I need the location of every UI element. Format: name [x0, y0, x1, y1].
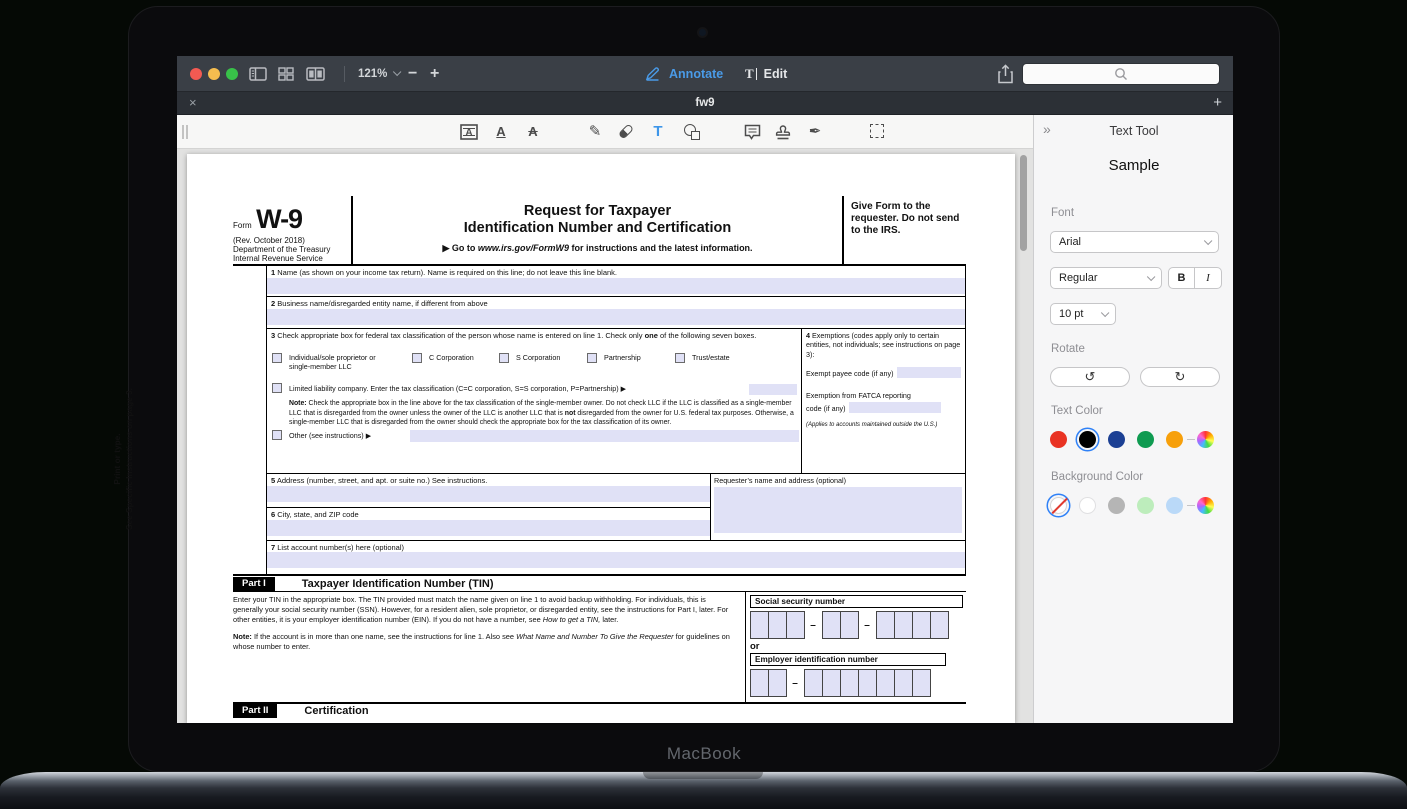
- toolbar-drag-handle[interactable]: [182, 125, 188, 139]
- maximize-window-button[interactable]: [226, 68, 238, 80]
- form-title: Request for Taxpayer Identification Number and Certification: [463, 203, 732, 236]
- business-name-input[interactable]: [267, 309, 965, 325]
- toolbar-divider: [344, 66, 345, 82]
- rotate-ccw-button[interactable]: [1050, 367, 1130, 387]
- text-tool-icon[interactable]: T: [653, 123, 663, 140]
- bg-swatch-light-green[interactable]: [1137, 497, 1154, 514]
- rotate-ccw-icon: ↺: [1084, 369, 1096, 384]
- comment-tool-icon[interactable]: [741, 115, 763, 149]
- font-style-select[interactable]: Regular: [1050, 267, 1162, 289]
- form-line-1: 1 Name (as shown on your income tax return). Name is required on this line; do not leave this line blank.: [267, 266, 965, 297]
- form-number: W-9: [256, 204, 303, 234]
- zoom-in-button[interactable]: +: [430, 65, 440, 82]
- rotate-cw-button[interactable]: [1140, 367, 1220, 387]
- strikethrough-tool-icon[interactable]: A: [528, 124, 538, 139]
- other-input[interactable]: [410, 430, 799, 442]
- requester-input[interactable]: [714, 487, 962, 533]
- chevron-down-icon: [393, 68, 401, 76]
- ssn-cell[interactable]: [750, 611, 769, 639]
- text-styles-icon[interactable]: [458, 115, 480, 149]
- name-input[interactable]: [267, 278, 965, 294]
- swatch-separator: [1187, 505, 1195, 507]
- bold-button[interactable]: B: [1169, 268, 1195, 288]
- exempt-payee-code-input[interactable]: [897, 367, 962, 378]
- form-header: Form W-9 (Rev. October 2018) Department of the Treasury Internal Revenue Service Request for Taxpayer Identification Number and Certification ▶ Go to www.irs.gov/FormW9 for instructions and the latest information. Give Form to the requester. Do not send to the IRS.: [233, 196, 966, 266]
- checkbox-c-corporation[interactable]: [412, 353, 422, 363]
- window-titlebar: [177, 56, 1233, 92]
- font-label: Font: [1051, 207, 1075, 219]
- pdf-page: [112, 154, 1015, 723]
- city-state-zip-input[interactable]: [267, 520, 710, 536]
- shapes-tool-icon[interactable]: [679, 115, 701, 149]
- color-swatch-green[interactable]: [1137, 431, 1154, 448]
- eraser-tool-icon[interactable]: [615, 115, 637, 149]
- background-color-label: Background Color: [1051, 471, 1144, 483]
- text-color-label: Text Color: [1051, 405, 1103, 417]
- app-window: [112, 56, 1233, 723]
- llc-note: Note: Check the appropriate box in the line above for the tax classification of the single-member owner. Do not check LLC if the LLC is classified as a single-member LLC that is disregarded from the owner unless the owner of the LLC is another LLC that is not disregarded from the owner for U.S. federal tax purposes. Otherwise, a single-member LLC that is disregarded from the owner should check the appropriate box for the tax classification of its owner.: [289, 400, 794, 426]
- main-area: [112, 115, 1033, 723]
- annotate-mode-button[interactable]: Annotate: [645, 56, 723, 92]
- annotate-pen-icon: [645, 67, 660, 81]
- address-input[interactable]: [267, 486, 710, 502]
- ein-cell[interactable]: [804, 669, 823, 697]
- ssn-label: Social security number: [750, 595, 963, 608]
- tab-bar: [177, 92, 1233, 115]
- tab-close-button[interactable]: ×: [189, 95, 197, 110]
- swatch-separator: [1187, 439, 1195, 441]
- svg-text:A: A: [465, 127, 473, 139]
- ein-cell[interactable]: [876, 669, 895, 697]
- minimize-window-button[interactable]: [208, 68, 220, 80]
- form-line-2: 2 Business name/disregarded entity name, if different from above: [267, 297, 965, 329]
- ssn-cell[interactable]: [768, 611, 787, 639]
- bg-swatch-gray[interactable]: [1108, 497, 1125, 514]
- two-page-view-icon[interactable]: [306, 67, 325, 86]
- ein-cell[interactable]: [912, 669, 931, 697]
- ein-cells: –: [750, 669, 963, 697]
- form-line-5: 5 Address (number, street, and apt. or suite no.) See instructions.: [267, 474, 710, 508]
- ein-cell[interactable]: [840, 669, 859, 697]
- rotate-label: Rotate: [1051, 343, 1085, 355]
- ssn-cells: – –: [750, 611, 963, 639]
- ssn-cell[interactable]: [822, 611, 841, 639]
- bg-swatch-light-blue[interactable]: [1166, 497, 1183, 514]
- form-revision: (Rev. October 2018): [233, 236, 305, 245]
- signature-tool-icon[interactable]: ✒: [808, 123, 822, 140]
- ein-cell[interactable]: [858, 669, 877, 697]
- ein-cell[interactable]: [768, 669, 787, 697]
- chevron-down-icon: [1101, 309, 1109, 317]
- form-goto-line: ▶ Go to www.irs.gov/FormW9 for instructions and the latest information.: [442, 243, 753, 254]
- part1-instructions: Enter your TIN in the appropriate box. The TIN provided must match the name given on line 1 to avoid backup withholding. For individuals, this is generally your social security number (SSN). However, for a resident alien, sole proprietor, or disregarded entity, see the instructions for Part I, later. For other entities, it is your employer identification number (EIN). If you do not have a number, see How to get a TIN, later. Note: If the account is in more than one name, see the instructions for line 1. Also see What Name and Number To Give the Requester for guidelines on whose number to enter.: [233, 595, 730, 652]
- vertical-scrollbar-thumb[interactable]: [1020, 155, 1027, 251]
- new-tab-button[interactable]: +: [1213, 94, 1222, 111]
- form-line-6: 6 City, state, and ZIP code: [267, 508, 710, 541]
- font-family-select[interactable]: Arial: [1050, 231, 1219, 253]
- part2-header: Part II Certification: [233, 702, 966, 718]
- margin-instructions: Print or type. See Specific Instructions on page 3.: [112, 388, 135, 531]
- requester-cell: Requester’s name and address (optional): [711, 474, 965, 540]
- ssn-cell[interactable]: [840, 611, 859, 639]
- text-tool-panel: [1033, 115, 1233, 723]
- text-color-swatches: [1050, 431, 1220, 448]
- ssn-cell[interactable]: [930, 611, 949, 639]
- font-size-select[interactable]: 10 pt: [1050, 303, 1116, 325]
- color-swatch-black[interactable]: [1079, 431, 1096, 448]
- irs-url: www.irs.gov/FormW9: [477, 243, 570, 254]
- macbook-bezel: [112, 6, 1280, 772]
- form-word: Form: [233, 221, 252, 230]
- macbook-brand-label: MacBook: [666, 744, 742, 763]
- account-numbers-input[interactable]: [267, 552, 965, 568]
- macbook-base: [0, 772, 1407, 809]
- checkbox-s-corporation[interactable]: [499, 353, 509, 363]
- checkbox-partnership[interactable]: [587, 353, 597, 363]
- rotate-cw-icon: ↻: [1174, 369, 1186, 384]
- ssn-cell[interactable]: [912, 611, 931, 639]
- color-swatch-blue[interactable]: [1108, 431, 1125, 448]
- bg-swatch-white[interactable]: [1079, 497, 1096, 514]
- sample-preview: Sample: [1108, 157, 1160, 174]
- webcam: [699, 29, 706, 36]
- thumbnails-view-icon[interactable]: [278, 67, 294, 86]
- checkbox-trust-estate[interactable]: [675, 353, 685, 363]
- ssn-cell[interactable]: [894, 611, 913, 639]
- w9-form: Form W-9 (Rev. October 2018) Department of the Treasury Internal Revenue Service Request for Taxpayer Identification Number and Certification ▶ Go to www.irs.gov/FormW9 for instructions and the latest information. Give Form to the requester. Do not send to the IRS. Print or type. See Specific Instructions on page 3. 1 Name (as shown on your income tax return). Name is required on this line; do not leave this line blank. 2 Business name/disregarded entity name, if different from above 3 Check appropriate box for federal tax classification of the person whose name is entered on line 1. Check only one of the following seven boxes. Individual/sole proprietor or single-member LLC C Corporation S Corporation Partnership Trust/estate Limited liability company. Enter the tax classification (C=C corporation, S=S corporation, P=Partnership) ▶ Note: Check the appropriate box in the line above for the tax classification of the single-member owner. Do not check LLC if the LLC is classified as a single-member LLC that is disregarded from the owner unless the owner of the LLC is another LLC that is not disregarded from the owner for U.S. federal tax purposes. Otherwise, a single-member LLC that is disregarded from the owner should check the appropriate box for the tax classification of its owner. Other (see instructions) ▶ 4 Exemptions (codes apply only to certain entities, not individuals; see instructions on page 3): Exempt payee code (if any) Exemption from FATCA reporting code (if any) (Applies to accounts maintained outside the U.S.) 5 Address (number, street, and apt. or suite no.) See instructions. 6 City, state, and ZIP code Requester’s name and address (optional) 7 List account number(s) here (optional) Part I Taxpayer Identification Number (TIN) Enter your TIN in the appropriate box. The TIN provided must match the name given on line 1 to avoid backup withholding. For individuals, this is generally your social security number (SSN). However, for a resident alien, sole proprietor, or disregarded entity, see the instructions for Part I, later. For other entities, it is your employer identification number (EIN). If you do not have a number, see How to get a TIN, later. Note: If the account is in more than one name, see the instructions for line 1. Also see What Name and Number To Give the Requester for guidelines on whose number to enter. Social security number – – or Employer identification number – Part II Certification: [233, 196, 966, 718]
- color-swatch-orange[interactable]: [1166, 431, 1183, 448]
- ssn-cell[interactable]: [876, 611, 895, 639]
- close-window-button[interactable]: [190, 68, 202, 80]
- collapse-panel-icon[interactable]: »: [1043, 121, 1051, 137]
- background-color-swatches: [1050, 497, 1220, 514]
- sidebar-toggle-icon[interactable]: [249, 67, 267, 86]
- tab-title[interactable]: fw9: [695, 97, 715, 109]
- share-icon[interactable]: [997, 64, 1014, 89]
- llc-classification-input[interactable]: [749, 384, 797, 395]
- checkbox-individual[interactable]: [272, 353, 282, 363]
- zoom-out-button[interactable]: −: [408, 65, 418, 82]
- checkbox-other[interactable]: [272, 430, 282, 440]
- underline-tool-icon[interactable]: A: [496, 124, 506, 139]
- selection-tool-icon[interactable]: [866, 115, 888, 149]
- give-form-note: Give Form to the requester. Do not send to the IRS.: [851, 201, 960, 237]
- search-input[interactable]: [1022, 63, 1220, 85]
- ein-cell[interactable]: [750, 669, 769, 697]
- checkbox-llc[interactable]: [272, 383, 282, 393]
- bold-italic-group: [1168, 267, 1222, 289]
- form-line-4: 4 Exemptions (codes apply only to certain entities, not individuals; see instructions on page 3): Exempt payee code (if any) Exemption from FATCA reporting code (if any) (Applies to accounts maintained outside the U.S.): [806, 331, 961, 429]
- bg-color-wheel-swatch[interactable]: [1197, 497, 1214, 514]
- ein-cell[interactable]: [894, 669, 913, 697]
- stamp-tool-icon[interactable]: [772, 115, 794, 149]
- pencil-tool-icon[interactable]: ✎: [588, 123, 602, 140]
- edit-mode-button[interactable]: T Edit: [745, 66, 788, 81]
- macbook-lid-notch: [643, 772, 763, 779]
- chevron-down-icon: [1147, 273, 1155, 281]
- form-line-7: 7 List account number(s) here (optional): [267, 541, 965, 574]
- italic-button[interactable]: I: [1206, 272, 1210, 284]
- part1-header: Part I Taxpayer Identification Number (TIN): [233, 574, 966, 591]
- color-swatch-red[interactable]: [1050, 431, 1067, 448]
- chevron-down-icon: [1204, 237, 1212, 245]
- fatca-code-input[interactable]: [849, 402, 941, 413]
- panel-title: Text Tool: [1109, 124, 1159, 138]
- text-cursor-icon: T: [745, 66, 754, 81]
- zoom-level-dropdown[interactable]: 121%: [358, 56, 398, 92]
- document-area: [112, 149, 1033, 723]
- ssn-cell[interactable]: [786, 611, 805, 639]
- annotation-toolbar: [177, 115, 1033, 149]
- form-line-3: 3 Check appropriate box for federal tax classification of the person whose name is entered on line 1. Check only one of the following seven boxes. Individual/sole proprietor or single-member LLC C Corporation S Corporation Partnership Trust/estate Limited liability company. Enter the tax classification (C=C corporation, S=S corporation, P=Partnership) ▶ Note: Check the appropriate box in the line above for the tax classification of the single-member owner. Do not check LLC if the LLC is classified as a single-member LLC that is disregarded from the owner unless the owner of the LLC is another LLC that is not disregarded from the owner for U.S. federal tax purposes. Otherwise, a single-member LLC that is disregarded from the owner should check the appropriate box for the tax classification of its owner. Other (see instructions) ▶: [267, 329, 802, 473]
- ein-cell[interactable]: [822, 669, 841, 697]
- search-icon: [1114, 67, 1128, 81]
- bg-swatch-none[interactable]: [1050, 497, 1067, 514]
- ein-label: Employer identification number: [750, 653, 946, 666]
- color-wheel-swatch[interactable]: [1197, 431, 1214, 448]
